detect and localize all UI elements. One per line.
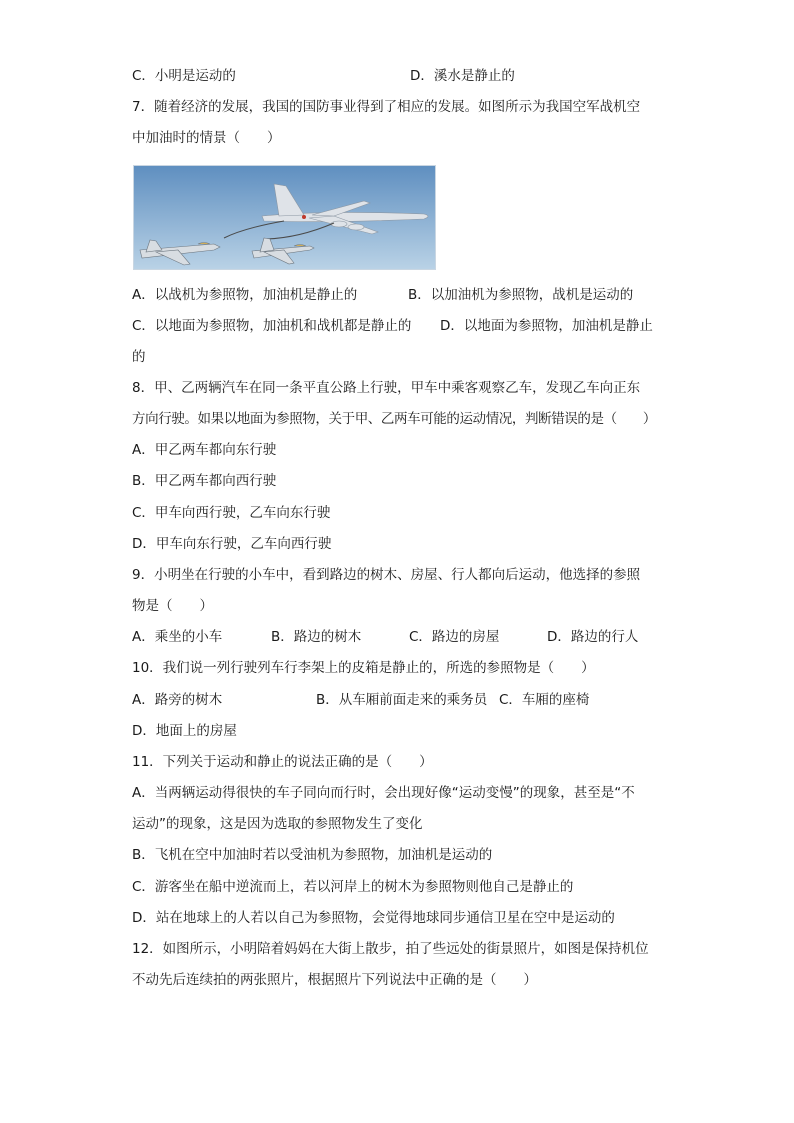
q9-option-b: B．路边的树木 [271,629,362,645]
q7-stem-line-2: 中加油时的情景（ ） [132,130,281,146]
q6-option-c: C．小明是运动的 [132,68,236,84]
q8-option-d: D．甲车向东行驶，乙车向西行驶 [132,536,332,552]
q9-option-c: C．路边的房屋 [409,629,500,645]
q11-option-a-line-1: A．当两辆运动得很快的车子同向而行时，会出现好像“运动变慢”的现象，甚至是“不 [132,785,635,801]
aerial-refueling-photo [133,165,436,270]
q11-option-d: D．站在地球上的人若以自己为参照物，会觉得地球同步通信卫星在空中是运动的 [132,910,615,926]
q10-stem: 10．我们说一列行驶列车行李架上的皮箱是静止的，所选的参照物是（ ） [132,660,595,676]
q9-stem-line-1: 9．小明坐在行驶的小车中，看到路边的树木、房屋、行人都向后运动，他选择的参照 [132,567,641,583]
q11-option-c: C．游客坐在船中逆流而上，若以河岸上的树木为参照物则他自己是静止的 [132,879,574,895]
q8-stem-line-1: 8．甲、乙两辆汽车在同一条平直公路上行驶，甲车中乘客观察乙车，发现乙车向正东 [132,380,641,396]
q11-option-a-line-2: 运动”的现象，这是因为选取的参照物发生了变化 [132,816,423,832]
q7-option-d-continued: 的 [132,349,146,365]
q6-option-d: D．溪水是静止的 [410,68,515,84]
q7-option-d: D．以地面为参照物，加油机是静止 [440,318,653,334]
q9-option-d: D．路边的行人 [547,629,639,645]
q12-stem-line-1: 12．如图所示，小明陪着妈妈在大街上散步，拍了些远处的街景照片，如图是保持机位 [132,941,649,957]
q8-option-a: A．甲乙两车都向东行驶 [132,442,277,458]
q11-option-b: B．飞机在空中加油时若以受油机为参照物，加油机是运动的 [132,847,493,863]
q7-option-c: C．以地面为参照物，加油机和战机都是静止的 [132,318,412,334]
q7-stem-line-1: 7．随着经济的发展，我国的国防事业得到了相应的发展。如图所示为我国空军战机空 [132,99,641,115]
q10-option-d: D．地面上的房屋 [132,723,237,739]
q12-stem-line-2: 不动先后连续拍的两张照片，根据照片下列说法中正确的是（ ） [132,972,537,988]
q7-option-b: B．以加油机为参照物，战机是运动的 [408,287,634,303]
q8-stem-line-2: 方向行驶。如果以地面为参照物，关于甲、乙两车可能的运动情况，判断错误的是（ ） [132,411,656,427]
q7-option-a: A．以战机为参照物，加油机是静止的 [132,287,358,303]
q10-option-a: A．路旁的树木 [132,692,223,708]
q11-stem: 11．下列关于运动和静止的说法正确的是（ ） [132,754,433,770]
q10-option-c: C．车厢的座椅 [499,692,590,708]
q8-option-b: B．甲乙两车都向西行驶 [132,473,277,489]
q9-option-a: A．乘坐的小车 [132,629,223,645]
q10-option-b: B．从车厢前面走来的乘务员 [316,692,488,708]
q9-stem-line-2: 物是（ ） [132,598,213,614]
q8-option-c: C．甲车向西行驶，乙车向东行驶 [132,505,331,521]
